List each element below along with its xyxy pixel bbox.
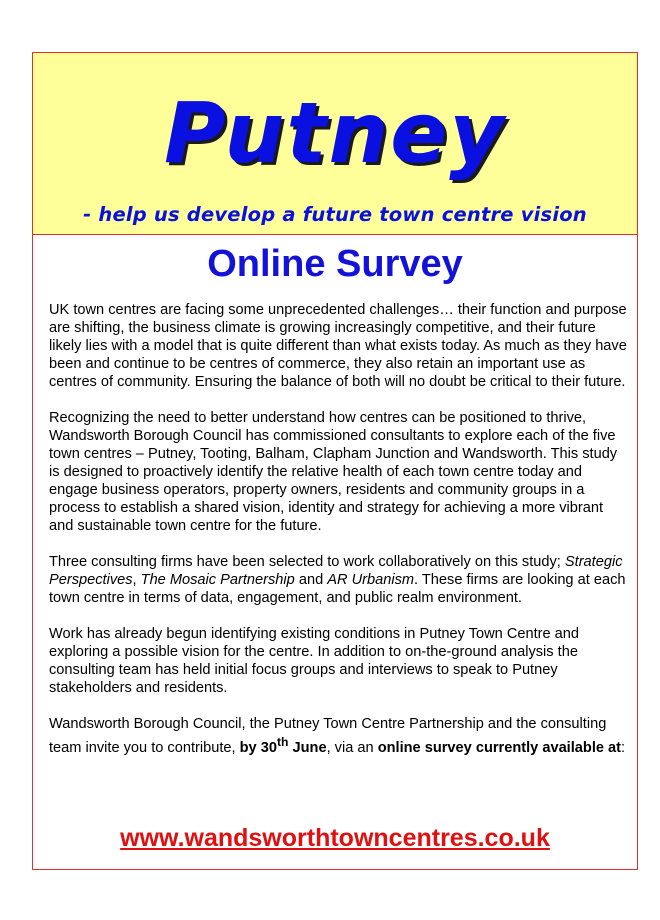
firm-mosaic-partnership: The Mosaic Partnership [140, 572, 295, 588]
deadline [239, 735, 327, 756]
tagline: - help us develop a future town centre vision [83, 203, 587, 226]
page-title: Putney [163, 84, 507, 182]
deadline-prefix: by 30 [239, 739, 277, 756]
survey-heading: Online Survey [207, 243, 463, 285]
firm-strategic-perspectives: Strategic Perspectives [49, 554, 623, 588]
deadline-ordinal: th [276, 735, 289, 749]
firm-ar-urbanism: AR Urbanism [327, 572, 415, 588]
separator: , [132, 572, 141, 588]
paragraph-4: Work has already begun identifying existing conditions in Putney Town Centre and exploring a possible vision for the centre. In addition to on-the-ground analysis the consulting team has held initial focus groups and interviews to speak to Putney stakeholders and residents. [49, 626, 580, 696]
paragraph-1: UK town centres are facing some unprecedented challenges… their function and purpose are shifting, the business climate is growing increasingly competitive, and their future likely lies with a model that is quite different than what exists today. As much as they have been and continue to be centres of commerce, they also retain an important use as centres of community. Ensuring the balance of both will no doubt be critical to their future. [49, 302, 627, 390]
paragraph-3-intro: Three consulting firms have been selected to work collaboratively on this study; [49, 554, 565, 570]
survey-link[interactable]: www.wandsworthtowncentres.co.uk [120, 824, 550, 852]
paragraph-3 [49, 553, 629, 607]
body-text [49, 301, 629, 775]
paragraph-5-end: : [621, 739, 626, 756]
separator: and [294, 572, 328, 588]
survey-label: online survey currently available at [377, 739, 622, 756]
poster-frame [32, 52, 638, 870]
paragraph-3-rest: . These firms are looking at each town centre in terms of data, engagement, and public realm environment. [49, 572, 626, 606]
title-banner [33, 53, 637, 235]
deadline-month: June [288, 739, 327, 756]
paragraph-2: Recognizing the need to better understand how centres can be positioned to thrive, Wandsworth Borough Council has commissioned consultants to explore each of the five town centres – Putney, Tooting, Balham, Clapham Junction and Wandsworth. This study is designed to proactively identify the relative health of each town centre today and engage business operators, property owners, residents and community groups in a process to establish a shared vision, identity and strategy for achieving a more vibrant and sustainable town centre for the future. [49, 410, 618, 534]
paragraph-5-mid: , via an [326, 739, 378, 756]
paragraph-5-intro: Wandsworth Borough Council, the Putney Town Centre Partnership and the consulting team invite you to contribute, [49, 716, 607, 756]
paragraph-5 [49, 715, 629, 757]
